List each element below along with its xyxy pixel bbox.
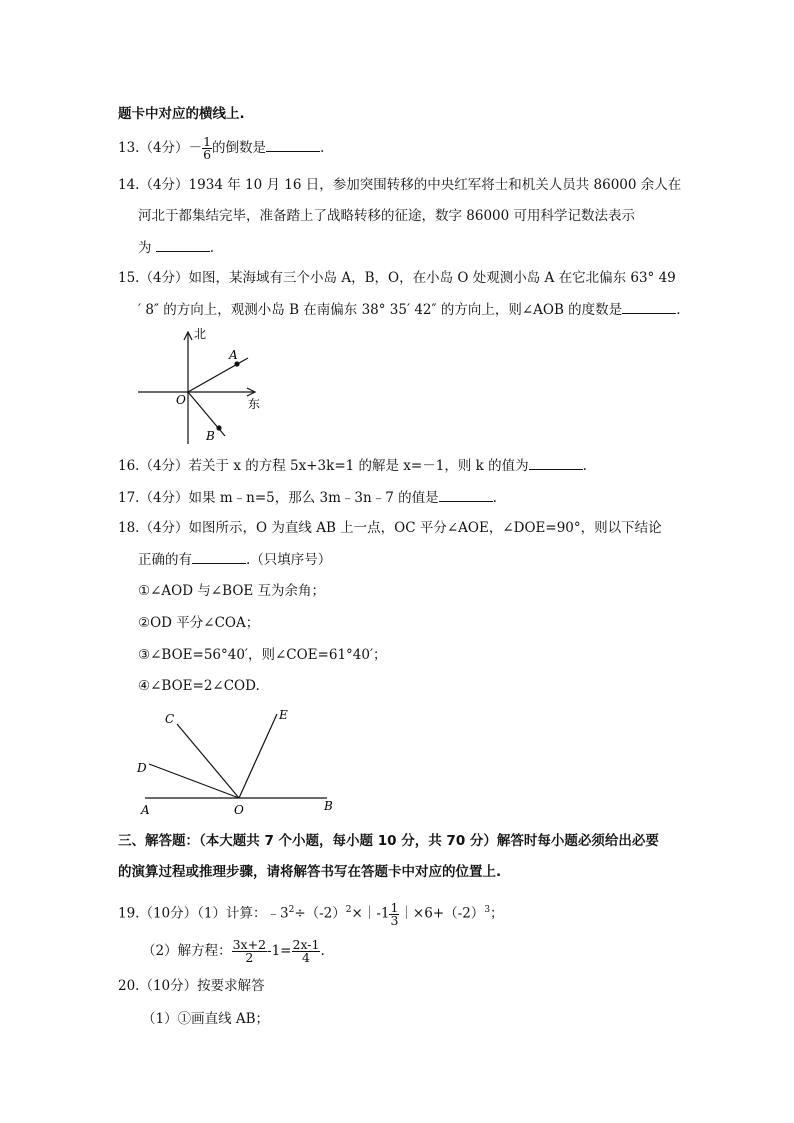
label-a: A [229,348,238,362]
q19-part1 [118,900,504,927]
q13-label: 13.（4分） [118,140,189,156]
question-16 [118,455,587,476]
section3-line1: 三、解答题：（本大题共 7 个小题，每小题 10 分，共 70 分）解答时每小题必须给出必要 [118,833,659,849]
q18-answer-blank [192,549,246,564]
q19-f2-den: 4 [302,950,310,965]
q18-option-1: ①∠AOD 与∠BOE 互为余角； [138,583,326,599]
q14-line1: 14.（4分）1934 年 10 月 16 日，参加突围转移的中央红军将士和机关人员共 86000 余人在 [118,177,682,193]
intro-line: 题卡中对应的横线上. [118,106,245,122]
q13-den: 6 [203,147,212,162]
label-c: C [165,712,175,726]
q13-fraction [202,136,212,161]
q17-answer-blank [439,487,493,502]
q15-line1: 15.（4分）如图，某海域有三个小岛 A，B，O，在小岛 O 处观测小岛 A 在它北偏东 63° 49 [118,270,676,286]
q19-p1-mid3: ｜×6+（-2） [399,905,485,922]
q13-end: . [320,140,325,156]
q19-mixed-num: 1 [390,899,399,915]
q19-f2-num: 2x-1 [292,937,320,952]
question-17 [118,487,497,508]
q19-p1-mid1: ÷（-2） [294,905,346,922]
point-a [234,361,239,366]
q18-line2-pre: 正确的有 [138,552,192,568]
label-a: A [141,803,150,817]
q18-option-3: ③∠BOE=56°40′，则∠COE=61°40′； [138,647,387,663]
question-13 [118,136,324,161]
q18-option-4: ④∠BOE=2∠COD. [138,678,260,694]
q17-pre: 17.（4分）如果 m﹣n=5，那么 3m﹣3n﹣7 的值是 [118,490,439,506]
q19-p1-end: ； [490,905,504,922]
figure-15-compass [130,320,270,450]
q20-line2: （1）①画直线 AB； [142,1011,270,1027]
q18-option-2: ②OD 平分∠COA； [138,615,260,631]
label-o: O [234,803,244,817]
q14-answer-blank [156,237,210,252]
label-o: O [176,393,186,407]
q16-answer-blank [529,455,583,470]
q14-line3-pre: 为 [138,240,156,256]
q16-pre: 16.（4分）若关于 x 的方程 5x+3k=1 的解是 x=－1，则 k 的值为 [118,458,529,474]
q19-p2-pre: （2）解方程： [142,943,232,959]
q19-p1-pre: 19.（10分）（1）计算：﹣3 [118,905,289,922]
q13-num: 1 [203,134,212,149]
q19-mixed-den: 3 [390,912,399,928]
q19-fraction2 [292,939,321,964]
q19-fraction1 [232,939,267,964]
q13-answer-blank [266,137,320,152]
q13-minus: － [188,140,203,156]
q20-line1: 20.（10分）按要求解答 [118,978,265,994]
q14-end: . [209,240,215,256]
figure-18-angles [135,702,350,822]
q19-exp2a: 2 [288,905,295,915]
q14-line3 [138,237,214,258]
point-b [216,425,221,430]
q19-f1-num: 3x+2 [232,937,267,952]
q19-part2 [142,939,325,964]
label-east: 东 [248,397,261,411]
label-b: B [206,429,215,443]
q19-mixed-fraction [389,899,399,928]
q18-line2 [138,549,331,570]
q19-p1-mid2: ×｜-1 [351,905,390,922]
q19-p2-mid: -1= [267,943,292,959]
q19-exp2b: 2 [345,905,352,915]
section3-line2: 的演算过程或推理步骤，请将解答书写在答题卡中对应的位置上. [118,864,502,880]
q19-f1-den: 2 [245,950,254,965]
q19-exp3: 3 [484,905,491,915]
q18-line2-post: .（只填序号） [246,552,332,568]
q13-text: 的倒数是 [212,140,267,156]
q15-line2-pre: ′ 8″ 的方向上，观测小岛 B 在南偏东 38° 35′ 42″ 的方向上，则∠AOB 的度数是 [138,302,623,318]
q15-line2 [138,299,680,320]
q16-end: . [582,458,587,474]
q17-end: . [492,490,497,506]
q18-line1: 18.（4分）如图所示，O 为直线 AB 上一点，OC 平分∠AOE，∠DOE=90°，则以下结论 [118,520,662,536]
label-b: B [324,799,333,813]
label-north: 北 [194,327,207,341]
q15-answer-blank [622,299,676,314]
ray-oe [239,714,277,798]
q14-line2: 河北于都集结完毕，准备踏上了战略转移的征途，数字 86000 可用科学记数法表示 [138,208,636,224]
q19-p2-end: . [320,943,325,959]
q15-end: . [676,302,681,318]
label-e: E [279,708,288,722]
label-d: D [137,761,147,775]
